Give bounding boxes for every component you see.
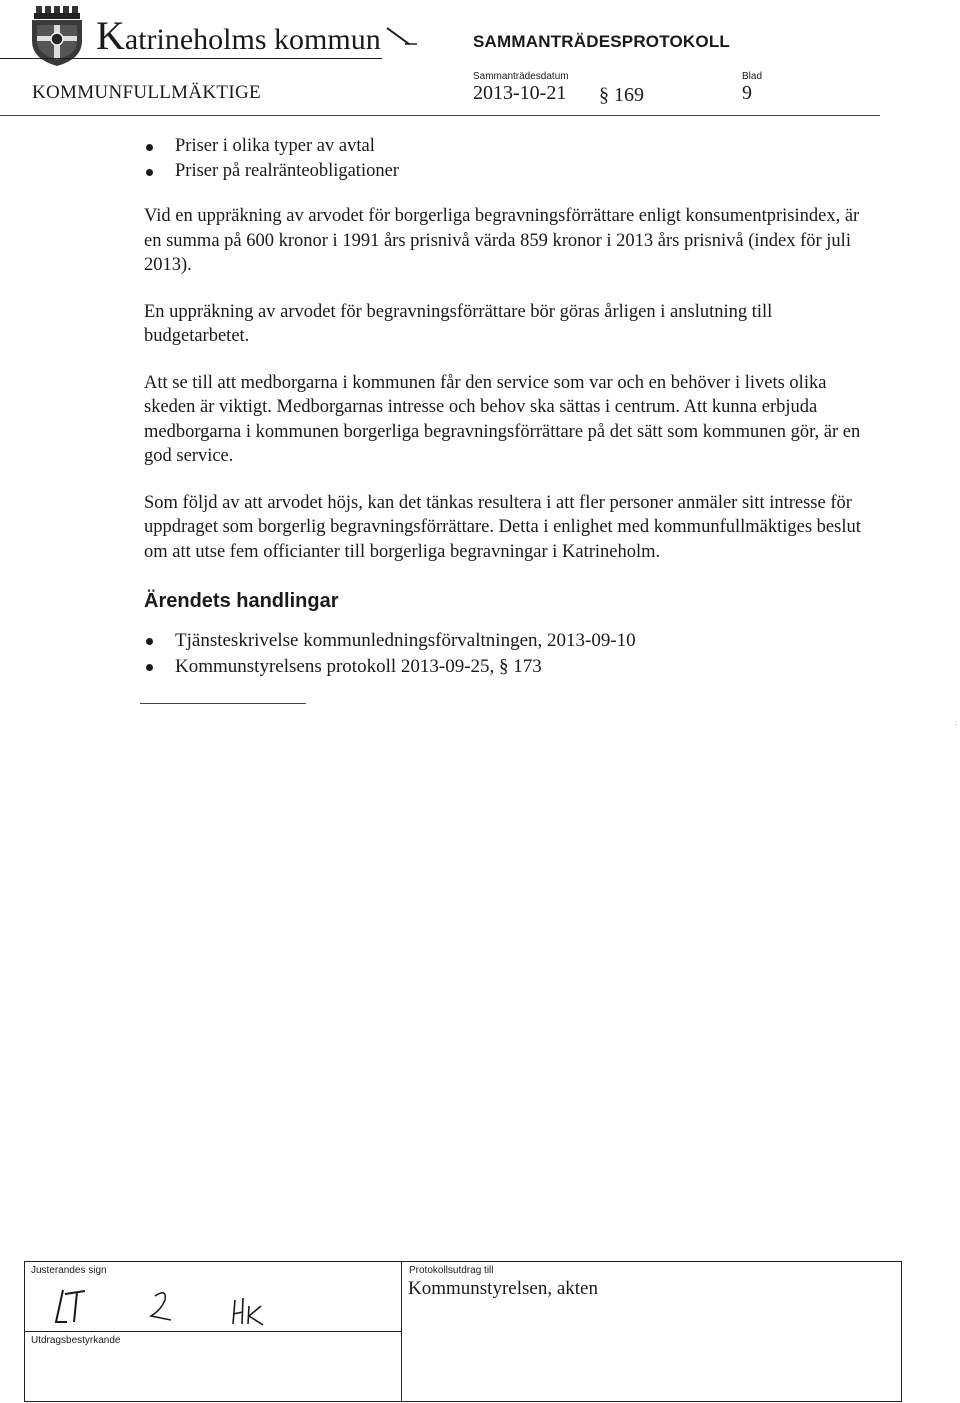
org-name bbox=[96, 13, 381, 58]
paragraph-fee: Som följd av att arvodet höjs, kan det tänkas resultera i att fler personer anmäler sitt intresse för uppdraget som borgerlig begravningsförrättare. Detta i enlighet med kommunfullmäktiges beslut om att utse fem officianter till borgerliga begravningar i Katrineholm. bbox=[144, 492, 861, 562]
document-type: SAMMANTRÄDESPROTOKOLL bbox=[473, 32, 730, 51]
handwritten-signatures bbox=[47, 1282, 307, 1328]
page-number: 9 bbox=[742, 82, 752, 104]
distribution-label: Protokollsutdrag till bbox=[409, 1265, 494, 1276]
document-body bbox=[144, 134, 874, 704]
paragraph-budget: En uppräkning av arvodet för begravningsförrättare bör göras årligen i anslutning till budgetarbetet. bbox=[144, 301, 773, 346]
list-item: Tjänsteskrivelse kommunledningsförvaltningen, 2013-09-10 bbox=[144, 628, 874, 654]
list-item: Kommunstyrelsens protokoll 2013-09-25, § 173 bbox=[144, 654, 874, 680]
page-label: Blad bbox=[742, 71, 763, 82]
section-heading: Ärendets handlingar bbox=[144, 590, 339, 612]
header-divider-bottom bbox=[0, 115, 880, 116]
distribution-recipients: Kommunstyrelsen, akten bbox=[408, 1278, 598, 1299]
extract-certification-label: Utdragsbestyrkande bbox=[31, 1335, 121, 1346]
signature-footer bbox=[24, 1261, 902, 1402]
org-name-rest: atrineholms kommun bbox=[124, 23, 381, 56]
paragraph-reference: § 169 bbox=[599, 84, 644, 106]
footer-divider-vertical bbox=[401, 1262, 402, 1401]
paragraph-service: Att se till att medborgarna i kommunen får den service som var och en behöver i livets olika skeden är viktigt. Medborgarnas intresse och behov ska sättas i centrum. Att kunna erbjuda medborgarna i kommunen borgerliga begravningsförrättare på det sätt som kommunen gör, är en god service. bbox=[144, 372, 861, 466]
header-divider-top bbox=[0, 58, 382, 59]
intro-bullet-list bbox=[144, 134, 874, 183]
date-label: Sammanträdesdatum bbox=[473, 71, 569, 82]
documents-list bbox=[144, 628, 874, 680]
org-name-initial: K bbox=[96, 13, 125, 58]
margin-mark: : bbox=[955, 718, 958, 727]
logo-stroke-icon bbox=[385, 26, 417, 46]
footer-divider-horizontal bbox=[25, 1331, 401, 1332]
body-name: KOMMUNFULLMÄKTIGE bbox=[32, 82, 261, 103]
list-item: Priser på realränteobligationer bbox=[144, 159, 874, 184]
sign-label: Justerandes sign bbox=[31, 1265, 107, 1276]
list-item: Priser i olika typer av avtal bbox=[144, 134, 874, 159]
meeting-date: 2013-10-21 bbox=[473, 82, 567, 104]
paragraph-index: Vid en uppräkning av arvodet för borgerliga begravningsförrättare enligt konsumentprisindex, är en summa på 600 kronor i 1991 års prisnivå värda 859 kronor i 2013 års prisnivå (index för juli 2013). bbox=[144, 206, 860, 275]
section-end-rule bbox=[140, 703, 306, 704]
